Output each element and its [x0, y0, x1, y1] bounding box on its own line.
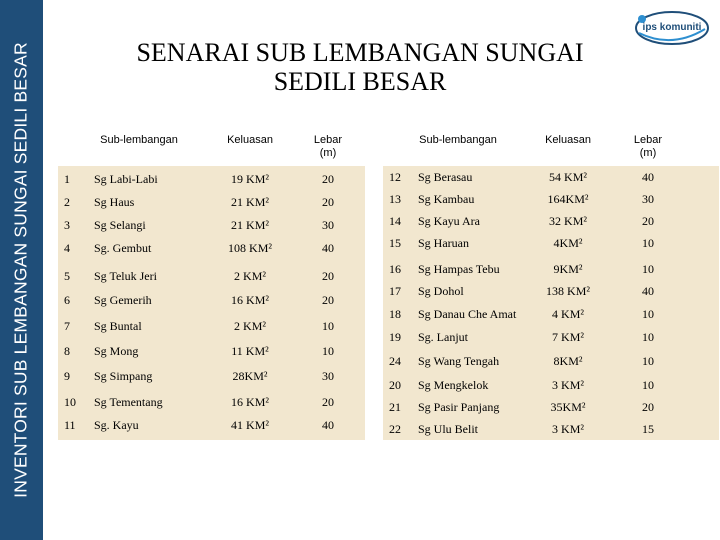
row-lebar: 10 — [642, 236, 654, 250]
header-lebar — [303, 134, 353, 160]
ips-komuniti-logo — [633, 9, 711, 47]
table-row — [58, 239, 365, 259]
row-sub-lembangan: Sg Labi-Labi — [94, 172, 158, 186]
table-row — [58, 367, 365, 387]
row-lebar: 10 — [322, 344, 334, 358]
header-sub-lembangan: Sub-lembangan — [419, 134, 497, 146]
row-sub-lembangan: Sg Haus — [94, 195, 135, 209]
row-sub-lembangan: Sg Ulu Belit — [418, 422, 479, 436]
row-number: 4 — [64, 241, 70, 255]
row-lebar: 20 — [322, 195, 334, 209]
header-keluasan: Keluasan — [227, 134, 273, 146]
title-line-2: SEDILI BESAR — [273, 67, 447, 96]
row-sub-lembangan: Sg Simpang — [94, 369, 153, 383]
row-number: 1 — [64, 172, 70, 186]
row-lebar: 10 — [322, 319, 334, 333]
row-keluasan: 2 KM² — [234, 269, 266, 283]
row-number: 8 — [64, 344, 70, 358]
table-row — [58, 416, 365, 436]
row-lebar: 30 — [642, 192, 654, 206]
header-lebar-line2: (m) — [639, 147, 657, 159]
row-lebar: 30 — [322, 369, 334, 383]
row-keluasan: 164KM² — [547, 192, 589, 206]
row-sub-lembangan: Sg Selangi — [94, 218, 146, 232]
table-row — [383, 234, 719, 254]
row-number: 10 — [64, 395, 76, 409]
row-sub-lembangan: Sg Haruan — [418, 236, 469, 250]
row-keluasan: 21 KM² — [231, 195, 269, 209]
row-sub-lembangan: Sg Berasau — [418, 170, 473, 184]
right-table — [383, 126, 719, 440]
table-row — [383, 328, 719, 348]
table-row — [383, 398, 719, 418]
table-row — [58, 393, 365, 413]
row-keluasan: 4KM² — [553, 236, 583, 250]
row-number: 12 — [389, 170, 401, 184]
row-sub-lembangan: Sg Tementang — [94, 395, 163, 409]
row-lebar: 30 — [322, 218, 334, 232]
row-sub-lembangan: Sg Danau Che Amat — [418, 307, 517, 321]
row-number: 14 — [389, 214, 401, 228]
row-keluasan: 7 KM² — [552, 330, 584, 344]
row-sub-lembangan: Sg Hampas Tebu — [418, 262, 500, 276]
row-lebar: 20 — [322, 395, 334, 409]
table-row — [58, 193, 365, 213]
title-line-1: SENARAI SUB LEMBANGAN SUNGAI — [136, 38, 584, 67]
row-lebar: 40 — [322, 241, 334, 255]
row-number: 20 — [389, 378, 401, 392]
row-sub-lembangan: Sg Mengkelok — [418, 378, 489, 392]
row-lebar: 20 — [322, 293, 334, 307]
row-number: 18 — [389, 307, 401, 321]
row-sub-lembangan: Sg. Lanjut — [418, 330, 468, 344]
row-keluasan: 11 KM² — [231, 344, 269, 358]
row-number: 7 — [64, 319, 70, 333]
row-sub-lembangan: Sg Gemerih — [94, 293, 152, 307]
header-sub-lembangan: Sub-lembangan — [100, 134, 178, 146]
row-number: 17 — [389, 284, 401, 298]
table-row — [58, 216, 365, 236]
row-number: 19 — [389, 330, 401, 344]
header-keluasan: Keluasan — [545, 134, 591, 146]
row-keluasan: 3 KM² — [552, 378, 584, 392]
row-sub-lembangan: Sg Mong — [94, 344, 139, 358]
row-lebar: 10 — [642, 378, 654, 392]
row-keluasan: 16 KM² — [231, 293, 269, 307]
row-keluasan: 16 KM² — [231, 395, 269, 409]
row-number: 22 — [389, 422, 401, 436]
header-lebar-line1: Lebar — [313, 134, 343, 146]
header-lebar — [623, 134, 673, 160]
row-number: 2 — [64, 195, 70, 209]
row-keluasan: 3 KM² — [552, 422, 584, 436]
row-keluasan: 138 KM² — [546, 284, 590, 298]
row-lebar: 20 — [322, 269, 334, 283]
row-sub-lembangan: Sg. Kayu — [94, 418, 139, 432]
table-row — [383, 376, 719, 396]
row-keluasan: 28KM² — [232, 369, 268, 383]
row-number: 13 — [389, 192, 401, 206]
row-number: 24 — [389, 354, 401, 368]
row-number: 3 — [64, 218, 70, 232]
row-lebar: 40 — [642, 170, 654, 184]
table-row — [58, 317, 365, 337]
row-keluasan: 19 KM² — [231, 172, 269, 186]
row-sub-lembangan: Sg Teluk Jeri — [94, 269, 157, 283]
row-sub-lembangan: Sg Buntal — [94, 319, 142, 333]
row-keluasan: 54 KM² — [549, 170, 587, 184]
row-lebar: 10 — [642, 330, 654, 344]
table-row — [383, 282, 719, 302]
table-row — [383, 305, 719, 325]
row-sub-lembangan: Sg Kambau — [418, 192, 475, 206]
page-title — [100, 38, 620, 96]
table-row — [383, 260, 719, 280]
row-lebar: 15 — [642, 422, 654, 436]
row-sub-lembangan: Sg Kayu Ara — [418, 214, 480, 228]
row-keluasan: 9KM² — [553, 262, 583, 276]
left-table — [58, 126, 365, 440]
row-keluasan: 4 KM² — [552, 307, 584, 321]
sidebar-band — [0, 0, 43, 540]
row-keluasan: 32 KM² — [549, 214, 587, 228]
row-keluasan: 2 KM² — [234, 319, 266, 333]
row-lebar: 40 — [642, 284, 654, 298]
row-lebar: 20 — [642, 214, 654, 228]
row-lebar: 20 — [322, 172, 334, 186]
row-sub-lembangan: Sg. Gembut — [94, 241, 152, 255]
header-lebar-line1: Lebar — [633, 134, 663, 146]
table-row — [383, 190, 719, 210]
left-table-header — [58, 126, 365, 166]
header-lebar-line2: (m) — [319, 147, 337, 159]
row-lebar: 10 — [642, 262, 654, 276]
sidebar-title: INVENTORI SUB LEMBANGAN SUNGAI SEDILI BESAR — [10, 42, 31, 498]
table-row — [58, 170, 365, 190]
row-number: 9 — [64, 369, 70, 383]
row-number: 6 — [64, 293, 70, 307]
row-number: 21 — [389, 400, 401, 414]
row-keluasan: 8KM² — [553, 354, 583, 368]
row-number: 16 — [389, 262, 401, 276]
row-number: 5 — [64, 269, 70, 283]
table-row — [383, 420, 719, 440]
row-keluasan: 41 KM² — [231, 418, 269, 432]
row-lebar: 20 — [642, 400, 654, 414]
row-keluasan: 35KM² — [550, 400, 586, 414]
row-number: 11 — [64, 418, 76, 432]
row-sub-lembangan: Sg Dohol — [418, 284, 464, 298]
table-row — [383, 212, 719, 232]
row-lebar: 10 — [642, 354, 654, 368]
row-sub-lembangan: Sg Wang Tengah — [418, 354, 500, 368]
row-lebar: 40 — [322, 418, 334, 432]
row-keluasan: 108 KM² — [228, 241, 272, 255]
row-keluasan: 21 KM² — [231, 218, 269, 232]
row-number: 15 — [389, 236, 401, 250]
row-sub-lembangan: Sg Pasir Panjang — [418, 400, 500, 414]
row-lebar: 10 — [642, 307, 654, 321]
table-row — [383, 168, 719, 188]
table-row — [383, 352, 719, 372]
table-row — [58, 267, 365, 287]
logo-text: ips komuniti — [642, 22, 702, 33]
table-row — [58, 342, 365, 362]
right-table-header — [383, 126, 719, 166]
table-row — [58, 291, 365, 311]
